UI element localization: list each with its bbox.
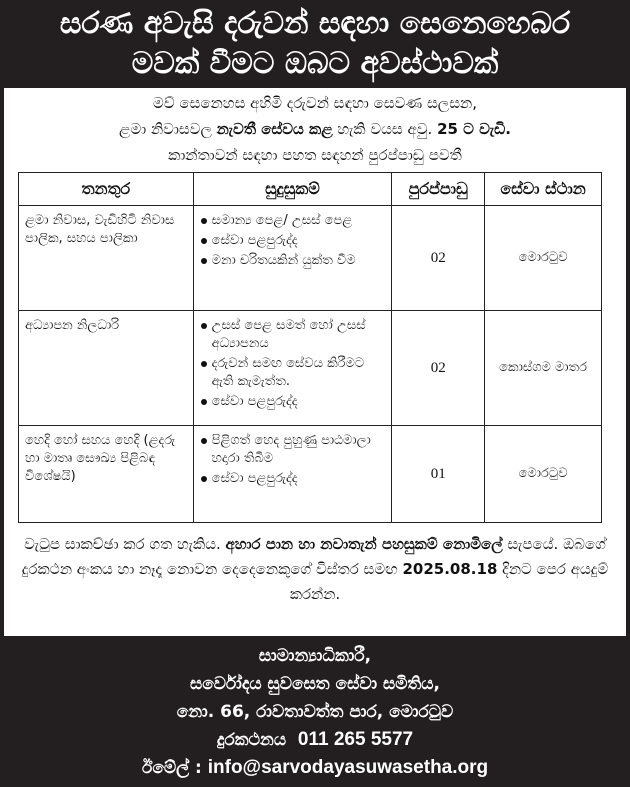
contact-email (0, 754, 630, 782)
location-cell: මොරටුව (485, 206, 602, 311)
closing-emphasis: අහාර පාන හා නවාතැන් පහසුකම් නොමිලේ (225, 535, 503, 553)
phone-label: දුරකථනය (216, 730, 287, 750)
vacancy-table (18, 172, 602, 523)
contact-title: සාමාන්‍යාධිකාරී, (258, 646, 372, 666)
qualification-item: සේවා පළපුරුද්ද (200, 393, 386, 411)
email-address: info@sarvodayasuwasetha.org (207, 757, 489, 778)
contact-address: නො. 66, රාවතාවත්ත පාර, මොරටුව (176, 702, 454, 722)
ad-headline (0, 0, 630, 86)
qualification-item: සේවා පළපුරුද්ද (200, 470, 386, 488)
location-cell: කොස්ගම මාතර (485, 311, 602, 426)
vacancies-cell: 01 (392, 426, 485, 523)
closing-part: දිනට පෙර අයදුම් කරන්න. (289, 560, 609, 603)
intro-emphasis: නැවතී සේවය කළ (216, 120, 333, 138)
closing-part: වැටුප සාකච්ඡා කර ගත හැකිය. (24, 535, 226, 553)
closing-part: සැපයේ. ඔබගේ දුරකථන අංකය හා නෑදෑ නොවන දෙදෙනෙකුගේ විස්තර සමඟ (21, 535, 606, 578)
email-label: ඊමේල් : (141, 758, 202, 778)
qualification-item: පිළිගත් හෙද පුහුණු පාඨමාලා හදාරා තිබීම (200, 432, 386, 468)
intro-text-part: ළමා නිවාසවල (119, 120, 217, 138)
qualification-item: මනා චරිතයකින් යුක්ත වීම (200, 252, 386, 270)
intro-text (4, 90, 626, 168)
vacancies-cell: 02 (392, 206, 485, 311)
intro-line-2 (4, 116, 626, 142)
ad-body (4, 88, 626, 636)
qualifications-cell (193, 311, 392, 426)
phone-number: 011 265 5577 (297, 729, 414, 750)
headline-line-2: මවක් වීමට ඔබට අවස්ථාවක් (131, 46, 499, 81)
age-requirement: 25 ට වැඩි. (437, 120, 511, 138)
position-cell: ළමා නිවාස, වැඩිහිටි නිවාස පාලික, සහය පාලිකා (19, 206, 194, 311)
header-location: සේවා ස්ථාන (485, 173, 602, 206)
qualification-item: උසස් පෙළ සමත් හෝ උසස් අධ්‍යාපනය (200, 317, 386, 353)
headline-line-1: සරණ අවැසි දරුවන් සඳහා සෙනෙහෙබර (59, 6, 571, 41)
deadline-date: 2025.08.18 (402, 560, 498, 578)
contact-organization: සර්වෝදය සුවසෙත සේවා සමිතිය, (189, 674, 440, 694)
qualifications-cell (193, 206, 392, 311)
qualification-item: සමාන්‍ය පෙළ/ උසස් පෙළ (200, 212, 386, 230)
intro-text-part: හැකි වයස අවු. (332, 120, 438, 138)
qualification-item: සේවා පළපුරුද්ද (200, 232, 386, 250)
table-row (19, 311, 602, 426)
intro-line-3: කාන්තාවන් සඳහා පහත සඳහන් පුරප්පාඩු පවතී (168, 146, 462, 164)
table-row (19, 426, 602, 523)
intro-line-1: මව් සෙනෙහස අහිමි දරුවන් සඳහා සෙවණ සලසන, (153, 94, 477, 112)
closing-text (4, 532, 626, 607)
position-cell: හෙදි හෝ සහය හෙදි (ළදරු හා මාතෘ සෞඛ්‍ය පිළිබඳ විශේෂයි) (19, 426, 194, 523)
header-vacancies: පුරප්පාඩු (392, 173, 485, 206)
position-cell: අධ්‍යාපන නිලධාරි (19, 311, 194, 426)
header-qualifications: සුදුසුකම් (193, 173, 392, 206)
vacancies-cell: 02 (392, 311, 485, 426)
qualification-item: දරුවන් සමඟ සේවය කිරීමට ඇති කැමැත්ත. (200, 355, 386, 391)
location-cell: මොරටුව (485, 426, 602, 523)
contact-phone (0, 726, 630, 754)
header-position: තනතුර (19, 173, 194, 206)
contact-footer (0, 640, 630, 782)
table-row (19, 206, 602, 311)
qualifications-cell (193, 426, 392, 523)
